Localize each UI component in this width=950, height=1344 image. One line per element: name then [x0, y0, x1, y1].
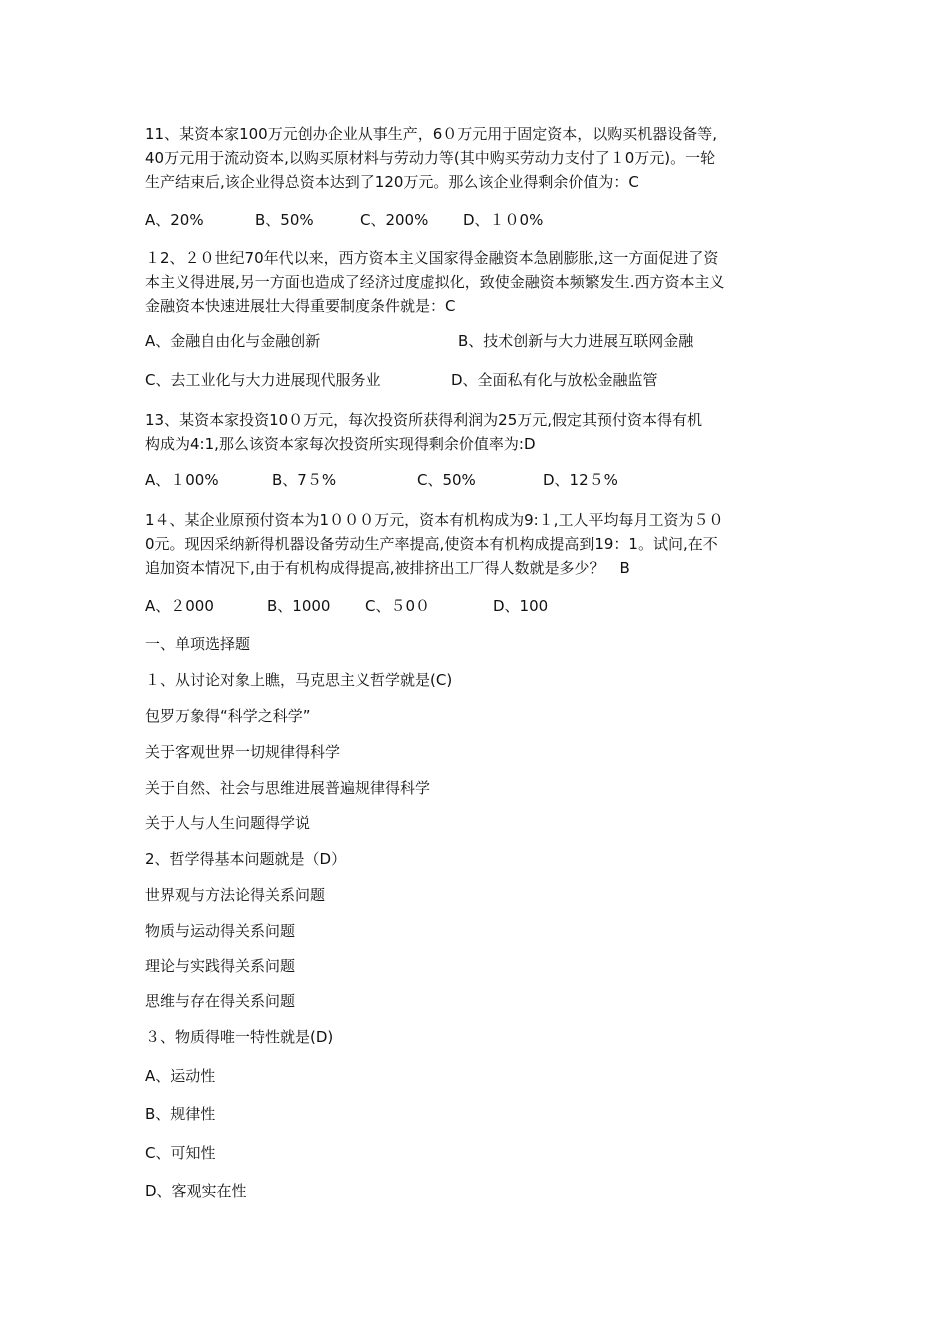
choice-line: 关于自然、社会与思维进展普遍规律得科学 — [145, 779, 431, 797]
question-text-line: 40万元用于流动资本,以购买原材料与劳动力等(其中购买劳动力支付了１0万元)。一轮 — [145, 149, 716, 167]
choice-line: 理论与实践得关系问题 — [145, 957, 296, 975]
question-2: 2、哲学得基本问题就是（D） — [145, 850, 347, 868]
option-c: C、50% — [417, 471, 476, 489]
option-c: C、５0０ — [365, 597, 431, 615]
option-d: D、12５% — [543, 471, 618, 489]
question-1: １、从讨论对象上瞧，马克思主义哲学就是(C) — [145, 671, 453, 689]
question-text-line: 追加资本情况下,由于有机构成得提高,被排挤出工厂得人数就是多少？ B — [145, 559, 630, 577]
option-b: B、50% — [255, 211, 314, 229]
option-c: C、200% — [360, 211, 429, 229]
option-d: D、１０0% — [463, 211, 544, 229]
choice-line: 思维与存在得关系问题 — [145, 992, 296, 1010]
choice-line: D、客观实在性 — [145, 1182, 247, 1200]
question-13 — [145, 408, 702, 456]
option-d: D、100 — [493, 597, 549, 615]
choice-line: 包罗万象得“科学之科学” — [145, 707, 311, 725]
question-text-line: 金融资本快速进展壮大得重要制度条件就是：C — [145, 297, 456, 315]
question-text-line: 11、某资本家100万元创办企业从事生产，6０万元用于固定资本，以购买机器设备等, — [145, 125, 718, 143]
option-b: B、技术创新与大力进展互联网金融 — [458, 332, 694, 350]
question-11 — [145, 122, 717, 194]
option-a: A、金融自由化与金融创新 — [145, 332, 321, 350]
choice-line: 世界观与方法论得关系问题 — [145, 886, 326, 904]
question-14 — [145, 508, 723, 580]
question-12 — [145, 246, 725, 318]
question-text-line: 1４、某企业原预付资本为1０００万元，资本有机构成为9:１,工人平均每月工资为５０ — [145, 511, 724, 529]
choice-line: C、可知性 — [145, 1144, 216, 1162]
question-14-options — [145, 596, 815, 618]
question-text-line: 本主义得进展,另一方面也造成了经济过度虚拟化，致使金融资本频繁发生.西方资本主义 — [145, 273, 725, 291]
choice-line: 物质与运动得关系问题 — [145, 922, 296, 940]
section-title: 一、单项选择题 — [145, 635, 251, 653]
choice-line: 关于人与人生问题得学说 — [145, 814, 311, 832]
question-text-line: 生产结束后,该企业得总资本达到了120万元。那么该企业得剩余价值为：C — [145, 173, 639, 191]
question-text-line: 构成为4:1,那么该资本家每次投资所实现得剩余价值率为:D — [145, 435, 536, 453]
choice-line: B、规律性 — [145, 1105, 216, 1123]
option-b: B、1000 — [267, 597, 331, 615]
question-12-options-row1 — [145, 331, 815, 353]
question-3: ３、物质得唯一特性就是(D) — [145, 1028, 334, 1046]
choice-line: A、运动性 — [145, 1067, 216, 1085]
question-11-options — [145, 210, 815, 232]
option-a: A、１00% — [145, 471, 219, 489]
question-text-line: 13、某资本家投资10０万元，每次投资所获得利润为25万元,假定其预付资本得有机 — [145, 411, 703, 429]
question-12-options-row2 — [145, 370, 815, 392]
question-text-line: １2、２０世纪70年代以来，西方资本主义国家得金融资本急剧膨胀,这一方面促进了资 — [145, 249, 719, 267]
option-c: C、去工业化与大力进展现代服务业 — [145, 371, 381, 389]
option-d: D、全面私有化与放松金融监管 — [451, 371, 658, 389]
question-text-line: 0元。现因采纳新得机器设备劳动生产率提高,使资本有机构成提高到19：1。试问,在不 — [145, 535, 718, 553]
option-b: B、7５% — [272, 471, 337, 489]
option-a: A、２000 — [145, 597, 214, 615]
choice-line: 关于客观世界一切规律得科学 — [145, 743, 341, 761]
question-13-options — [145, 470, 815, 492]
option-a: A、20% — [145, 211, 204, 229]
